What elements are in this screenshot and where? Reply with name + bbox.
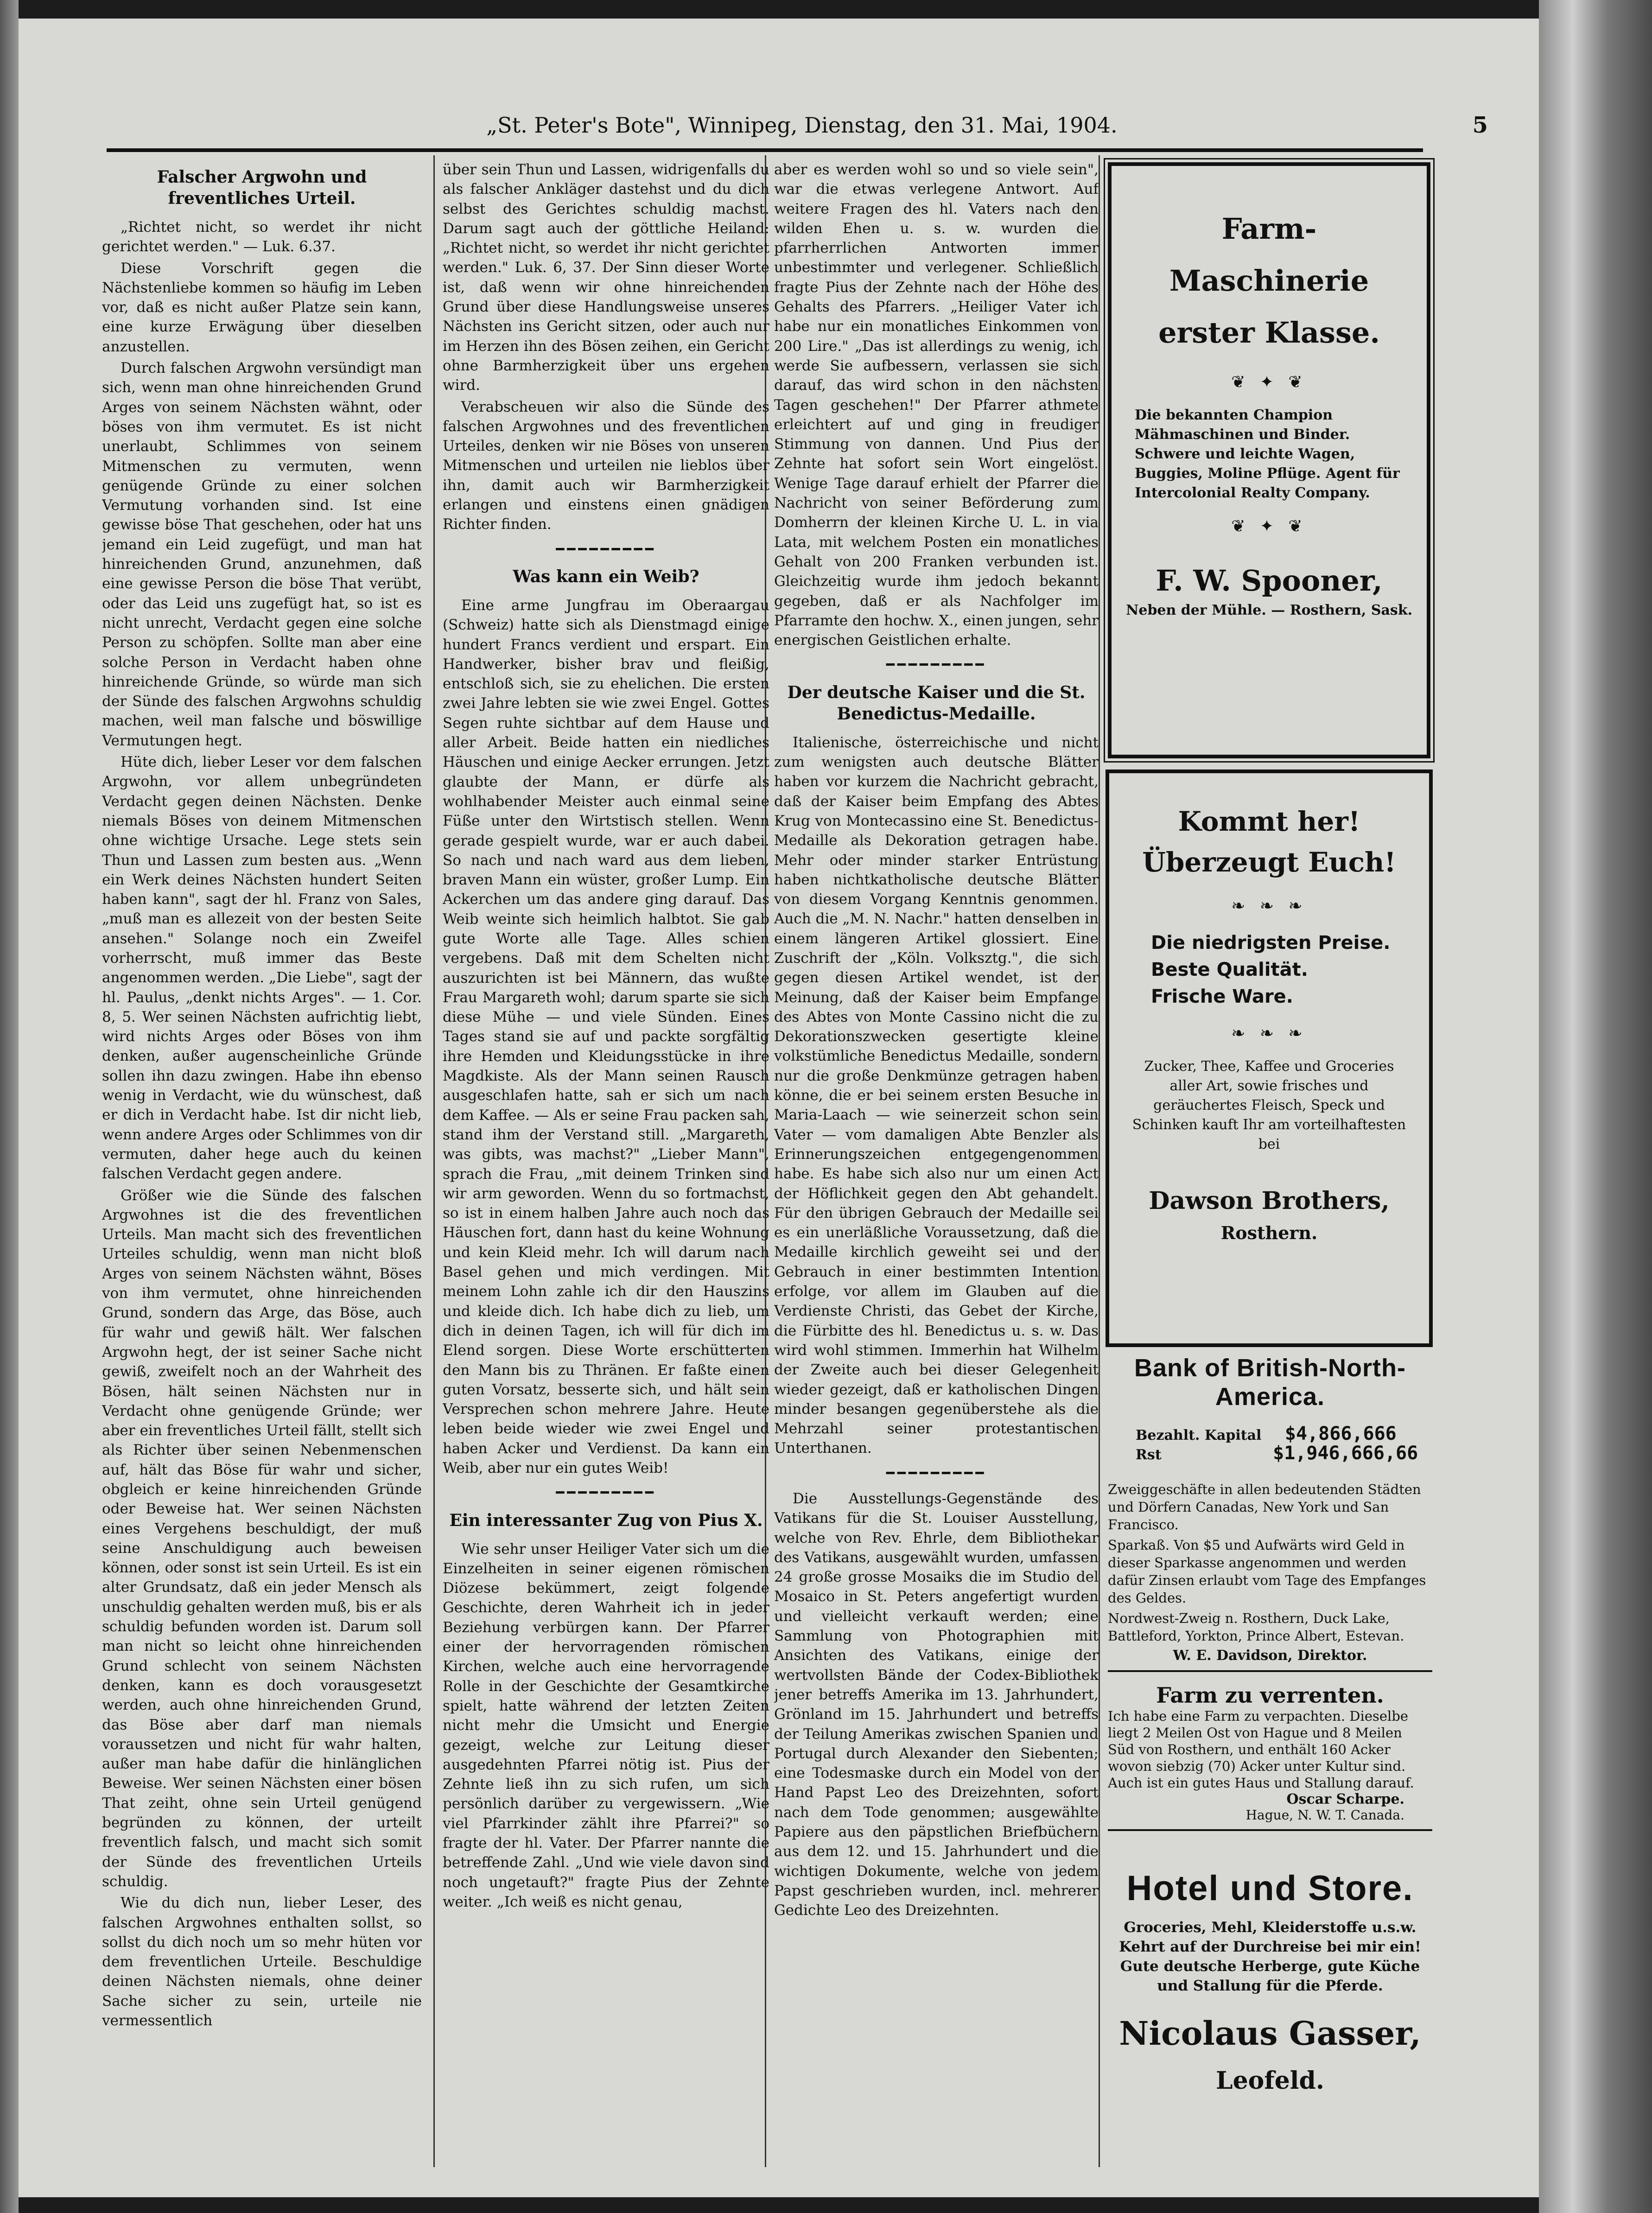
article-paragraph: „Richtet nicht, so werdet ihr nicht gerichtet werden." — Luk. 6.37. xyxy=(102,219,422,255)
ad-town: Rosthern. xyxy=(1220,1222,1318,1243)
article-paragraph: Diese Vorschrift gegen die Nächstenliebe kommen so häufig im Leben vor, daß es nicht außer Platze sein kann, eine kurze Erwägung über dieselben anzustellen. xyxy=(102,260,422,355)
bank-title: Bank of British-North-America. xyxy=(1134,1354,1406,1411)
masthead xyxy=(107,104,1497,146)
bank-capital-value: $4,866,666 xyxy=(1284,1423,1397,1444)
article-paragraph: Hüte dich, lieber Leser vor dem falschen Argwohn, vor allem unbegründeten Verdacht gegen deinen Nächsten. Denke niemals Böses von deinem Mitmenschen ohne wichtige Ursache. Lege stets sein Thun und Lassen zum besten aus. „Wenn ein Werk deines Nächsten hundert Seiten haben kann", sagt der hl. Franz von Sales, „muß man es allezeit von der besten Seite ansehen." Solange noch ein Zweifel vorherrscht, muß immer das Beste angenommen werden. „Die Liebe", sagt der hl. Paulus, „denkt nichts Arges". — 1. Cor. 8, 5. Wer seinen Nächsten aufrichtig liebt, wird nichts Arges oder Böses von ihm denken, außer augenscheinliche Gründe sollen ihn dazu zwingen. Habe ihn ebenso wenig in Verdacht, wie du wünschest, daß er dich in Verdacht habe. Ist dir nicht lieb, wenn andere Arges oder Schlimmes von dir vermuten, daher hege auch du keinen falschen Verdacht gegen andere. xyxy=(102,754,422,1183)
farm-address: Hague, N. W. T. Canada. xyxy=(1245,1807,1404,1823)
ad-address: Neben der Mühle. — Rosthern, Sask. xyxy=(1125,602,1413,618)
column-rule-3 xyxy=(1099,155,1100,2167)
article-paragraph: Eine arme Jungfrau im Oberaargau (Schweiz) hatte sich als Dienstmagd einige hundert Francs verdient und erspart. Ein Handwerker, bisher brav und fleißig, entschloß sich, sie zu ehelichen. Die ersten zwei Jahre lebten sie wie zwei Engel. Gottes Segen ruhte sichtbar auf dem Hause und aller Arbeit. Beide hatten ein niedliches Häuschen und einige Aecker errungen. Jetzt glaubte der Mann, er dürfe als wohlhabender Meister auch einmal seine Füße unter den Wirtstisch stellen. Wenn gerade gespielt wurde, war er auch dabei. So nach und nach ward aus dem lieben, braven Mann ein wüster, großer Lump. Ein Ackerchen um das andere ging darauf. Das Weib weinte sich heimlich halbtot. Sie gab gute Worte alle Tage. Alles schien vergebens. Daß mit dem Schelten nicht auszurichten ist bei Männern, das wußte Frau Margareth wohl; darum sparte sie sich diese Mühe — und viele Sünden. Eines Tages stand sie auf und packte sorgfältig ihre Hemden und Kleidungsstücke in ihre Magdkiste. Als der Mann seinen Rausch ausgeschlafen hatte, sah er sich um nach dem Kaffee. — Als er seine Frau packen sah, stand ihm der Verstand still. „Margareth, was gibts, was machst?" „Lieber Mann", sprach die Frau, „mit deinem Trinken sind wir arm geworden. Wenn du so fortmachst, so ist in einem halben Jahre auch noch das Häuschen fort, dann hast du keine Wohnung und kein Kleid mehr. Ich will darum nach Basel gehen und mich verdingen. Mit meinem Lohn zahle ich dir den Hauszins und kleide dich. Ich habe dich zu lieb, um dich in deinen Tagen, ich will für dich im Elend sorgen. Diese Worte erschütterten den Mann bis zu Thränen. Er faßte einen guten Vorsatz, besserte sich, und hält sein Versprechen schon mehrere Jahre. Heute leben beide wieder wie zwei Engel und haben Acker und Verdienst. Da kann ein Weib, aber nur ein gutes Weib! xyxy=(443,597,769,1476)
divider-rule xyxy=(1108,1670,1432,1672)
ad-bank xyxy=(1108,1354,1432,1679)
section-divider: ━━━━━━━━━ xyxy=(886,1465,987,1482)
divider-rule xyxy=(1108,1829,1432,1831)
column-1 xyxy=(102,160,422,2197)
column-2 xyxy=(443,160,769,2197)
farm-signature: Oscar Scharpe. xyxy=(1286,1791,1404,1807)
ad-dawson-brothers xyxy=(1106,769,1433,1347)
article-paragraph: Die Ausstellungs-Gegenstände des Vatikans für die St. Louiser Ausstellung, welche von Rev. Ehrle, dem Bibliothekar des Vatikans, ausgewählt wurden, umfassen 24 große grosse Mosaiks die im Studio del Mosaico in St. Peters angefertigt wurden und vielleicht verkauft werden; eine Sammlung von Photographien mit Ansichten des Vatikans, einige der wertvollsten Bände der Codex-Bibliothek jener betreffs Amerika im 13. Jahrhundert, Grönland im 15. Jahrhundert und betreffs der Teilung Amerikas zwischen Spanien und Portugal durch Alexander den Siebenten; eine Todesmaske durch ein Model von der Hand Papst Leo des Dreizehnten, sofort nach dem Tode genommen; ausgewählte Papiere aus den päpstlichen Briefbüchern aus dem 12. und 15. Jahrhundert und die wichtigen Dokumente, welche von jedem Papst geschrieben wurden, incl. mehrerer Gedichte Leo des Dreizehnten. xyxy=(774,1490,1099,1919)
ad-title xyxy=(1112,203,1427,359)
ad-title-line: Farm- xyxy=(1221,212,1317,246)
article-paragraph: Größer wie die Sünde des falschen Argwohnes ist die des freventlichen Urteils. Man macht sich des freventlichen Urteiles schuldig, wenn man nicht bloß Arges von seinem Nächsten wähnt, Böses von ihm vermutet, ohne hinreichenden Grund, sondern das Arge, das Böse, auch für wahr und gewiß hält. Wer falschen Argwohn hegt, der ist seiner Sache nicht gewiß, zweifelt noch an der Wahrheit des Bösen, hält seinen Nächsten nur in Verdacht ohne genügende Gründe; wer aber ein freventliches Urteil fällt, stellt sich als Richter über seinen Nebenmenschen auf, hält das Böse für wahr und sicher, obgleich er keine hinreichenden Gründe oder Beweise hat. Wer seinen Nächsten eines Vergehens beschuldigt, der muß seine Anschuldigung auch beweisen können, oder sonst ist sein Urteil. Es ist ein alter Grundsatz, daß ein jeder Mensch als unschuldig gehalten werden muß, bis er als schuldig befunden worden ist. Darum soll man nicht so leicht ohne hinreichenden Grund schlecht von seinem Nächsten denken, kann es doch vorausgesetzt werden, auch ohne hinreichenden Grund, das Böse aber darf man niemals voraussetzen und nicht für wahr halten, außer man habe dafür die hinlänglichen Beweise. Wer seinen Nächsten einer bösen That zeiht, ohne sein Urteil genügend begründen zu können, der urteilt freventlich falsch, und macht sich somit der Sünde des freventlichen Urteils schuldig. xyxy=(102,1187,422,1890)
ornament-icon: ❦ ✦ ❦ xyxy=(1231,373,1307,392)
ad-farm-machinery xyxy=(1108,162,1430,758)
bank-rest-label: Rst xyxy=(1136,1447,1162,1463)
ad-title-line: erster Klasse. xyxy=(1158,316,1380,350)
hotel-owner: Nicolaus Gasser, xyxy=(1119,2014,1421,2053)
newspaper-page xyxy=(19,19,1539,2197)
ad-title xyxy=(1109,801,1429,883)
ad-list-item: Beste Qualität. xyxy=(1151,959,1308,980)
article-paragraph: Italienische, österreichische und nicht zum wenigsten auch deutsche Blätter haben vor kurzem die Nachricht gebracht, daß der Kaiser beim Empfang des Abtes Krug von Montecassino eine St. Benedictus-Medaille als Dekoration getragen habe. Mehr oder minder starker Entrüstung haben nichtkatholische deutsche Blätter von diesem Vorgang Kenntnis genommen. Auch die „M. N. Nachr." hatten denselben in einem längeren Artikel glossiert. Eine Zuschrift der „Köln. Volksztg.", die sich gegen diesen Artikel wendet, ist der Meinung, daß der Kaiser beim Empfange des Abtes von Monte Cassino nicht die zu Dekorationszwecken gesertigte kleine volkstümliche Benedictus Medaille, sondern nur die große Denkmünze getragen haben könne, die er bei seinem ersten Besuche in Maria-Laach — wie seinerzeit schon sein Vater — vom damaligen Abte Benzler als Erinnerungszeichen entgegengenommen habe. Es habe sich also nur um einen Act der Höflichkeit gegen den Abt gehandelt. Für den übrigen Gebrauch der Medaille sei es ein unerläßliche Voraussetzung, daß die Medaille kirchlich geweiht sei und der Gebrauch in einer bestimmten Intention erfolge, vor allem im Glauben auf die Verdienste Christi, das Gebet der Kirche, die Fürbitte des hl. Benedictus u. s. w. Das wird wohl stimmen. Immerhin hat Wilhelm der Zweite auch bei dieser Gelegenheit wieder gezeigt, daß er katholischen Dingen minder besangen gegenüberstehe als die Mehrzahl seiner protestantischen Unterthanen. xyxy=(774,734,1099,1457)
ad-title-line: Kommt her! xyxy=(1178,806,1360,837)
ad-list-item: Frische Ware. xyxy=(1151,986,1293,1007)
bank-capital-label: Bezahlt. Kapital xyxy=(1136,1427,1262,1444)
article-paragraph: Wie du dich nun, lieber Leser, des falschen Argwohnes enthalten sollst, so sollst du dich noch um so mehr hüten vor dem freventlichen Urteile. Beschuldige deinen Nächsten niemals, ohne deiner Sache sicher zu sein, urteile nie vermessentlich xyxy=(102,1895,422,2029)
article-headline-kaiser: Der deutsche Kaiser und die St. Benedictus-Medaille. xyxy=(787,682,1086,724)
article-paragraph: aber es werden wohl so und so viele sein", war die etwas verlegene Antwort. Auf weitere Fragen des hl. Vaters nach den wilden Ehen u. s. w. wurden die pfarrherrlichen Antworten immer unbestimmter und verlegener. Schließlich fragte Pius der Zehnte nach der Höhe des Gehalts des Pfarrers. „Heiliger Vater ich habe nur ein monatliches Einkommen von 200 Lire." „Das ist allerdings zu wenig, ich werde Sie aufbessern, verlassen sie sich darauf, das wird schon in den nächsten Tagen geschehen!" Der Pfarrer athmete erleichtert auf und ging in freudiger Stimmung von dannen. Und Pius der Zehnte hat sofort sein Wort eingelöst. Wenige Tage darauf erhielt der Pfarrer die Nachricht von seiner Beförderung zum Domherrn der kleinen Kirche U. L. in via Lata, mit welchem Posten ein monatliches Gehalt von 200 Franken verbunden ist. Gleichzeitig wurde ihm jedoch bekannt gegeben, daß er als Nachfolger im Pfarramte den hochw. X., einen jungen, sehr energischen Geistlichen erhalte. xyxy=(774,161,1099,649)
ad-text: Zucker, Thee, Kaffee und Groceries aller Art, sowie frisches und geräuchertes Fleisch, Speck und Schinken kauft Ihr am vorteilhaftesten bei xyxy=(1132,1058,1406,1152)
bank-text: Zweiggeschäfte in allen bedeutenden Städten und Dörfern Canadas, New York und San Francisco. xyxy=(1108,1482,1421,1533)
page-number: 5 xyxy=(1472,112,1488,138)
masthead-text: „St. Peter's Bote", Winnipeg, Dienstag, den 31. Mai, 1904. xyxy=(486,113,1118,138)
farm-text: Ich habe eine Farm zu verpachten. Dieselbe liegt 2 Meilen Ost von Hague und 8 Meilen Süd von Rosthern, und enthält 160 Acker wovon siebzig (70) Acker unter Kultur sind. Auch ist ein gutes Haus und Stallung darauf. xyxy=(1108,1708,1414,1791)
hotel-town: Leofeld. xyxy=(1216,2067,1324,2095)
ad-title-line: Maschinerie xyxy=(1169,264,1369,298)
bank-savings: Sparkaß. Von $5 und Aufwärts wird Geld in dieser Sparkasse angenommen und werden dafür Zinsen erlaubt vom Tage des Empfanges des Geldes. xyxy=(1108,1537,1426,1606)
article-paragraph: über sein Thun und Lassen, widrigenfalls du als falscher Ankläger dastehst und du dich selbst des Gerichtes schuldig machst. Darum sagt auch der göttliche Heiland: „Richtet nicht, so werdet ihr nicht gerichtet werden." Luk. 6, 37. Der Sinn dieser Worte ist, daß wenn wir ohne hinreichenden Grund über diese Handlungsweise unseres Nächsten ins Gericht sitzen, oder auch nur im Herzen ihn des Bösen zeihen, ein Gericht ohne Barmherzigkeit über uns ergehen wird. xyxy=(443,161,769,394)
column-rule-1 xyxy=(433,155,435,2167)
article-headline-pius: Ein interessanter Zug von Pius X. xyxy=(449,1510,763,1530)
section-divider: ━━━━━━━━━ xyxy=(556,541,656,558)
ad-list-item: Die niedrigsten Preise. xyxy=(1151,932,1391,954)
scan-left-edge xyxy=(0,0,19,2213)
article-headline-argwohn: Falscher Argwohn und freventliches Urteil. xyxy=(157,167,367,208)
ad-text: Die bekannten Champion Mähmaschinen und Binder. Schwere und leichte Wagen, Buggies, Moline Pflüge. Agent für Intercolonial Realty Company. xyxy=(1135,407,1400,501)
ad-advertiser-name: F. W. Spooner, xyxy=(1156,564,1383,598)
ornament-icon: ❧ ❧ ❧ xyxy=(1231,1024,1307,1043)
bank-capital xyxy=(1136,1425,1432,1464)
article-paragraph: Durch falschen Argwohn versündigt man sich, wenn man ohne hinreichenden Grund Arges von seinem Nächsten wähnt, oder böses von ihm vermutet. Es ist nicht unerlaubt, Schlimmes von seinem Mitmenschen zu vermuten, wenn genügende Gründe zu einer solchen Vermutung vorhanden sind. Ist eine gewisse böse That geschehen, oder hat uns jemand ein Leid zugefügt, und man hat hinreichenden Grund, anzunehmen, daß eine gewisse Person die böse That verübt, oder das Leid uns zugefügt hat, so ist es nicht unrecht, Verdacht gegen eine solche Person zu schöpfen. Sollte man aber eine solche Person in Verdacht haben ohne hinreichende Gründe, so würde man sich der Sünde des falschen Argwohns schuldig machen, weil man falsche und böswillige Vermutungen hegt. xyxy=(102,360,422,749)
article-paragraph: Verabscheuen wir also die Sünde des falschen Argwohnes und des freventlichen Urteiles, denken wir nie Böses von unseren Mitmenschen und urteilen nie lieblos über ihn, damit auch wir Barmherzigkeit erlangen und einstens einen gnädigen Richter finden. xyxy=(443,398,769,533)
article-paragraph: Wie sehr unser Heiliger Vater sich um die Einzelheiten in seiner eigenen römischen Diözese bekümmert, zeigt folgende Geschichte, deren Wahrheit ich in jeder Beziehung verbürgen kann. Der Pfarrer einer der hervorragenden römischen Kirchen, welche auch eine hervorragende Rolle in der Geschichte der Gesamtkirche spielt, hatte während der letzten Zeiten nicht mehr die Umsicht und Energie gezeigt, welche zur Leitung dieser ausgedehnten Pfarrei nötig ist. Pius der Zehnte ließ ihn zu sich rufen, um sich persönlich darüber zu vergewissern. „Wie viel Pfarrkinder zählt ihre Pfarrei?" so fragte der hl. Vater. Der Pfarrer nannte die betreffende Zahl. „Und wie viele davon sind noch ungetauft?" fragte Pius der Zehnte weiter. „Ich weiß es nicht genau, xyxy=(443,1540,769,1910)
ad-title-line: Überzeugt Euch! xyxy=(1142,846,1396,878)
hotel-title: Hotel und Store. xyxy=(1126,1869,1414,1908)
ad-hotel xyxy=(1108,1868,1432,2095)
ad-list xyxy=(1109,929,1429,1010)
section-divider: ━━━━━━━━━ xyxy=(556,1485,656,1501)
ad-farm-rent xyxy=(1108,1683,1432,1838)
section-divider: ━━━━━━━━━ xyxy=(886,657,987,674)
ad-advertiser-name: Dawson Brothers, xyxy=(1149,1187,1390,1215)
column-3 xyxy=(774,160,1099,2197)
ornament-icon: ❦ ✦ ❦ xyxy=(1231,517,1307,536)
bank-director: W. E. Davidson, Direktor. xyxy=(1173,1647,1367,1664)
bank-rest-value: $1,946,666,66 xyxy=(1273,1443,1418,1464)
article-headline-weib: Was kann ein Weib? xyxy=(513,566,699,586)
ornament-icon: ❧ ❧ ❧ xyxy=(1231,897,1307,916)
hotel-text: Groceries, Mehl, Kleiderstoffe u.s.w. Kehrt auf der Durchreise bei mir ein! Gute deutsche Herberge, gute Küche und Stallung für die Pferde. xyxy=(1119,1919,1421,1994)
bank-branches: Nordwest-Zweig n. Rosthern, Duck Lake, Battleford, Yorkton, Prince Albert, Estevan. xyxy=(1108,1610,1404,1644)
farm-title: Farm zu verrenten. xyxy=(1156,1683,1384,1708)
book-spine-edge xyxy=(1539,0,1652,2213)
header-rule xyxy=(107,148,1423,152)
